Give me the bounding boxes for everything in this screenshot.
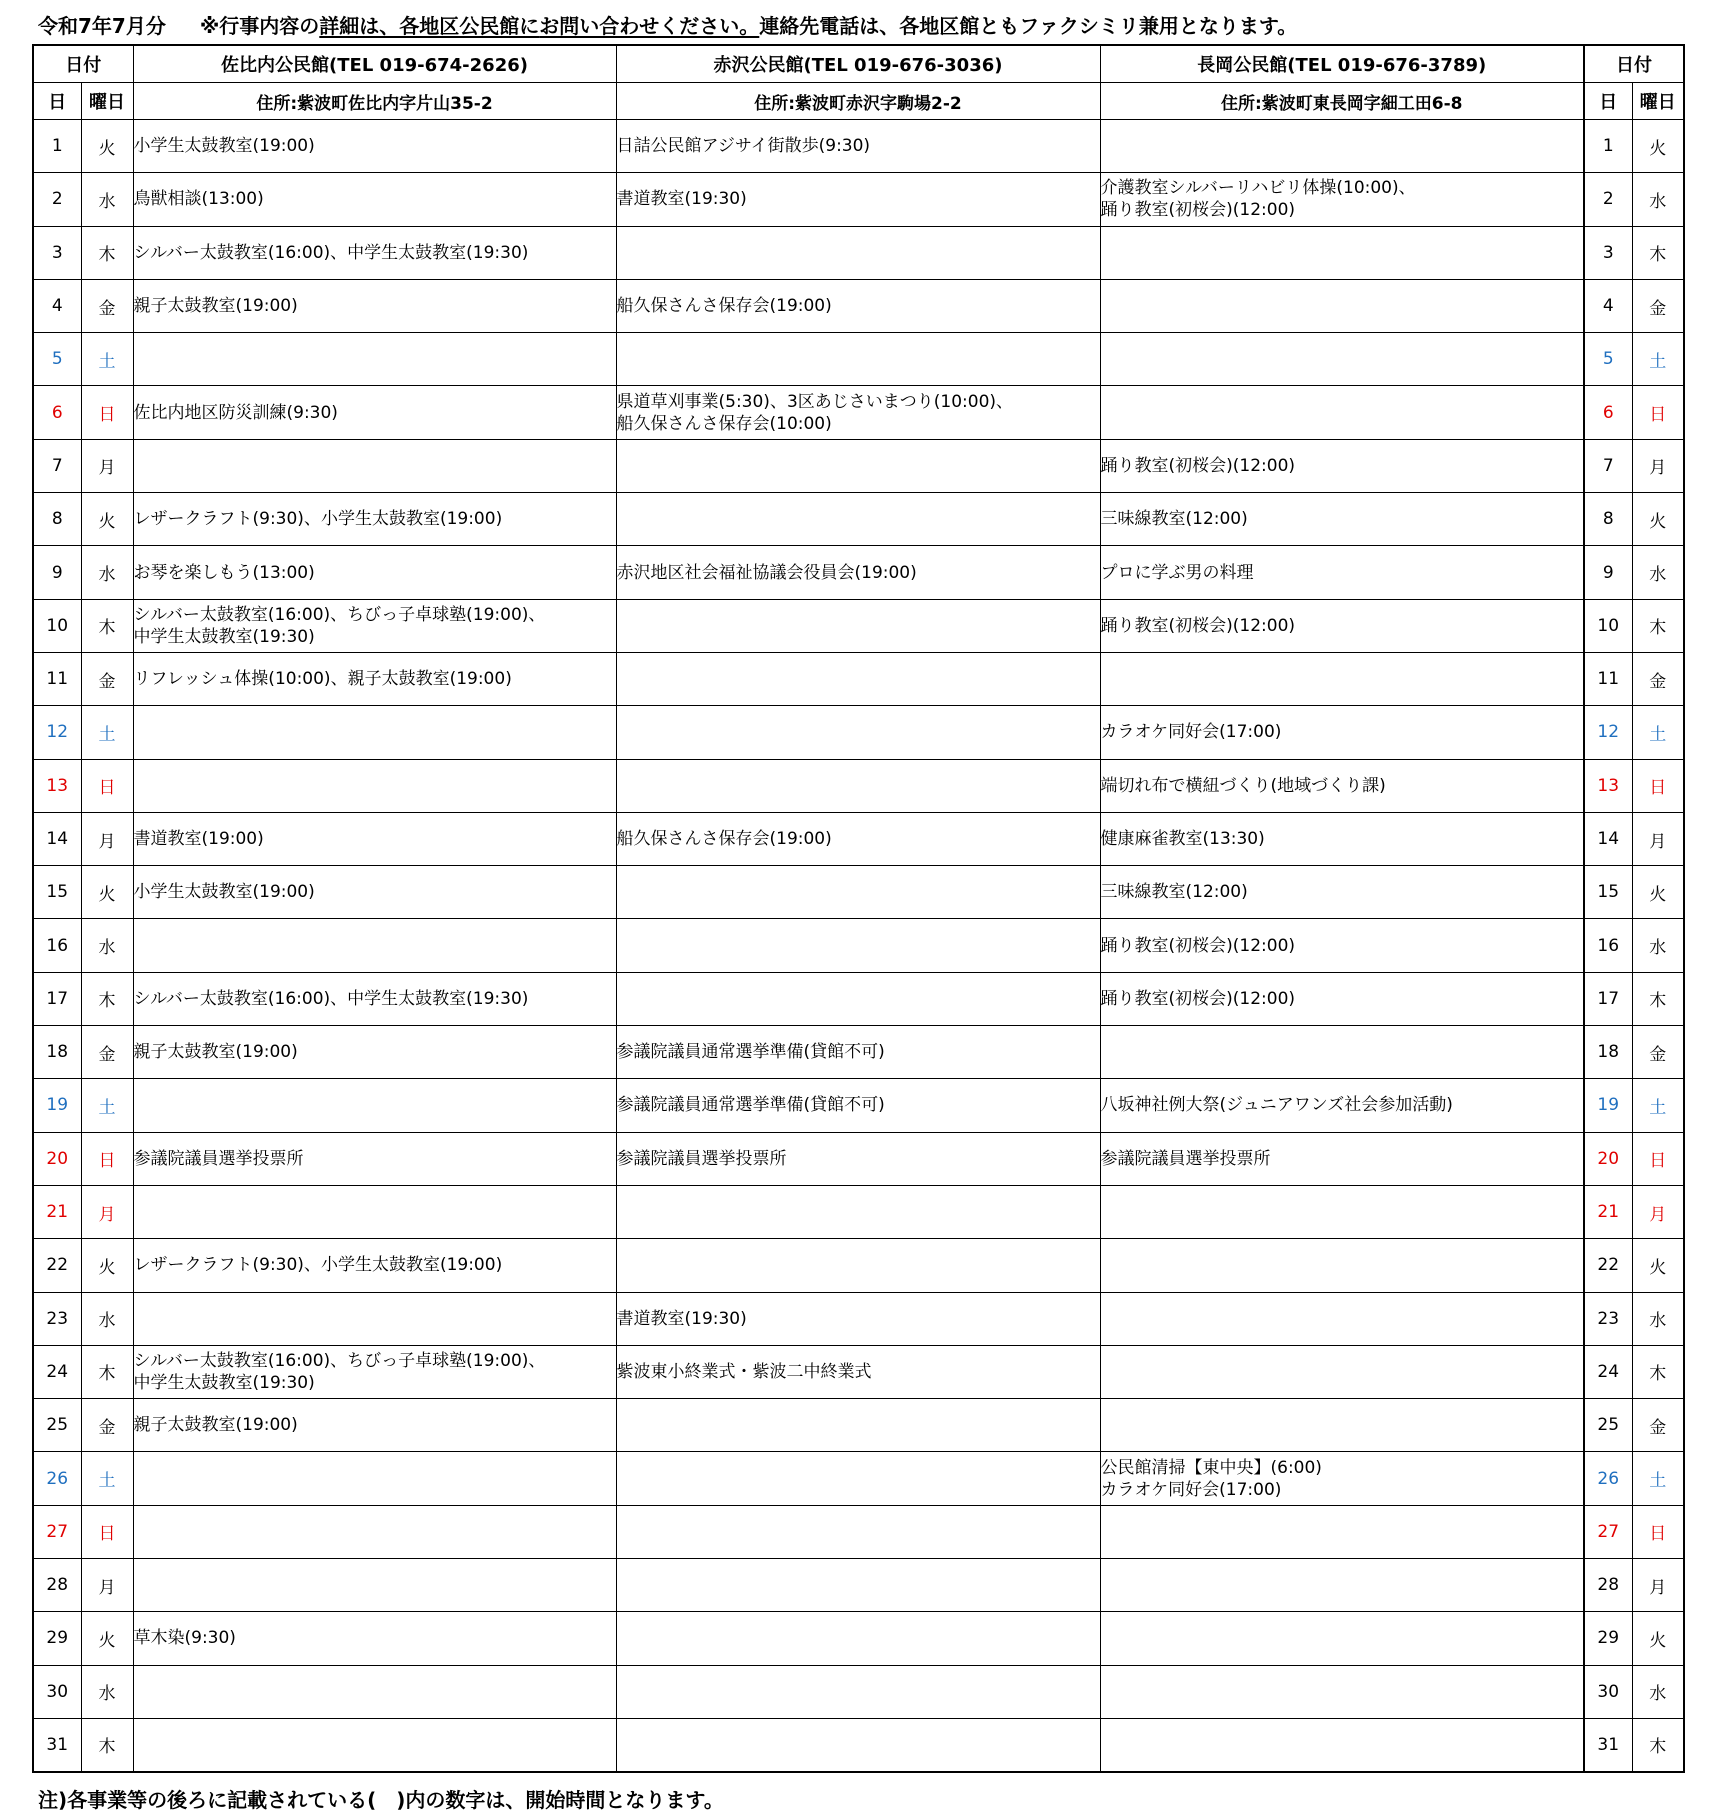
table-row bbox=[33, 279, 1684, 332]
note-underlined-2: お問い合わせください。 bbox=[539, 14, 760, 38]
sahinai-event-cell: 小学生太鼓教室(19:00) bbox=[133, 866, 616, 919]
day-header-right: 日 bbox=[1584, 83, 1632, 120]
nagaoka-event-cell: 踊り教室(初桜会)(12:00) bbox=[1100, 919, 1584, 972]
footnote: 注)各事業等の後ろに記載されている( )内の数字は、開始時間となります。 bbox=[38, 1788, 724, 1812]
day-cell-left: 6 bbox=[33, 386, 81, 439]
akazawa-event-cell: 船久保さんさ保存会(19:00) bbox=[616, 812, 1100, 865]
weekday-cell-right: 水 bbox=[1632, 546, 1684, 599]
weekday-cell-right: 木 bbox=[1632, 1718, 1684, 1771]
weekday-cell-right: 火 bbox=[1632, 1612, 1684, 1665]
weekday-cell-left: 金 bbox=[81, 652, 133, 705]
day-cell-right: 22 bbox=[1584, 1239, 1632, 1292]
nagaoka-event-cell bbox=[1100, 226, 1584, 279]
nagaoka-event-cell bbox=[1100, 1292, 1584, 1345]
sahinai-event-cell bbox=[133, 759, 616, 812]
akazawa-event-cell bbox=[616, 1239, 1100, 1292]
day-cell-left: 23 bbox=[33, 1292, 81, 1345]
nagaoka-event-cell: 介護教室シルバーリハビリ体操(10:00)、 踊り教室(初桜会)(12:00) bbox=[1100, 173, 1584, 226]
weekday-cell-right: 火 bbox=[1632, 120, 1684, 173]
weekday-cell-left: 土 bbox=[81, 1079, 133, 1132]
weekday-cell-right: 木 bbox=[1632, 1345, 1684, 1398]
table-row bbox=[33, 1079, 1684, 1132]
weekday-cell-left: 木 bbox=[81, 226, 133, 279]
akazawa-event-cell bbox=[616, 1505, 1100, 1558]
weekday-cell-right: 火 bbox=[1632, 1239, 1684, 1292]
day-cell-right: 2 bbox=[1584, 173, 1632, 226]
akazawa-event-cell bbox=[616, 652, 1100, 705]
sahinai-event-cell: 親子太鼓教室(19:00) bbox=[133, 279, 616, 332]
weekday-cell-left: 水 bbox=[81, 546, 133, 599]
sahinai-event-cell bbox=[133, 1718, 616, 1771]
day-cell-right: 11 bbox=[1584, 652, 1632, 705]
akazawa-event-cell: 参議院議員通常選挙準備(貸館不可) bbox=[616, 1079, 1100, 1132]
weekday-cell-right: 土 bbox=[1632, 333, 1684, 386]
weekday-cell-right: 金 bbox=[1632, 279, 1684, 332]
weekday-cell-left: 土 bbox=[81, 333, 133, 386]
akazawa-event-cell bbox=[616, 1452, 1100, 1505]
akazawa-event-cell: 県道草刈事業(5:30)、3区あじさいまつり(10:00)、 船久保さんさ保存会(10:00) bbox=[616, 386, 1100, 439]
nagaoka-event-cell bbox=[1100, 1559, 1584, 1612]
sahinai-event-cell bbox=[133, 333, 616, 386]
day-cell-right: 12 bbox=[1584, 706, 1632, 759]
sahinai-event-cell: お琴を楽しもう(13:00) bbox=[133, 546, 616, 599]
day-cell-right: 30 bbox=[1584, 1665, 1632, 1718]
weekday-cell-right: 土 bbox=[1632, 706, 1684, 759]
date-group-header-left: 日付 bbox=[33, 45, 133, 83]
weekday-cell-left: 火 bbox=[81, 1239, 133, 1292]
day-cell-left: 1 bbox=[33, 120, 81, 173]
hall-sahinai-address: 住所:紫波町佐比内字片山35-2 bbox=[133, 83, 616, 120]
day-cell-left: 30 bbox=[33, 1665, 81, 1718]
weekday-cell-right: 日 bbox=[1632, 1132, 1684, 1185]
weekday-cell-left: 土 bbox=[81, 706, 133, 759]
weekday-cell-right: 日 bbox=[1632, 1505, 1684, 1558]
month-label: 令和7年7月分 bbox=[38, 14, 166, 38]
day-cell-left: 29 bbox=[33, 1612, 81, 1665]
day-cell-left: 31 bbox=[33, 1718, 81, 1771]
nagaoka-event-cell: 参議院議員選挙投票所 bbox=[1100, 1132, 1584, 1185]
table-row bbox=[33, 599, 1684, 652]
table-row bbox=[33, 439, 1684, 492]
sahinai-event-cell bbox=[133, 919, 616, 972]
nagaoka-event-cell bbox=[1100, 1185, 1584, 1238]
day-cell-left: 2 bbox=[33, 173, 81, 226]
weekday-cell-left: 金 bbox=[81, 279, 133, 332]
table-row bbox=[33, 493, 1684, 546]
weekday-cell-right: 火 bbox=[1632, 866, 1684, 919]
day-cell-left: 22 bbox=[33, 1239, 81, 1292]
day-cell-left: 15 bbox=[33, 866, 81, 919]
akazawa-event-cell: 赤沢地区社会福祉協議会役員会(19:00) bbox=[616, 546, 1100, 599]
day-cell-right: 3 bbox=[1584, 226, 1632, 279]
weekday-cell-left: 金 bbox=[81, 1026, 133, 1079]
weekday-cell-right: 月 bbox=[1632, 812, 1684, 865]
day-cell-right: 5 bbox=[1584, 333, 1632, 386]
table-row bbox=[33, 1185, 1684, 1238]
sahinai-event-cell: 草木染(9:30) bbox=[133, 1612, 616, 1665]
nagaoka-event-cell: カラオケ同好会(17:00) bbox=[1100, 706, 1584, 759]
nagaoka-event-cell bbox=[1100, 1345, 1584, 1398]
note-part-c: 連絡先電話は、各地区館ともファクシミリ兼用となります。 bbox=[759, 14, 1298, 38]
day-cell-right: 24 bbox=[1584, 1345, 1632, 1398]
nagaoka-event-cell bbox=[1100, 1665, 1584, 1718]
table-row bbox=[33, 546, 1684, 599]
table-row bbox=[33, 706, 1684, 759]
table-row bbox=[33, 1665, 1684, 1718]
sahinai-event-cell: 鳥獣相談(13:00) bbox=[133, 173, 616, 226]
weekday-cell-left: 月 bbox=[81, 439, 133, 492]
weekday-cell-right: 火 bbox=[1632, 493, 1684, 546]
table-row bbox=[33, 120, 1684, 173]
sahinai-event-cell: 参議院議員選挙投票所 bbox=[133, 1132, 616, 1185]
akazawa-event-cell: 書道教室(19:30) bbox=[616, 173, 1100, 226]
nagaoka-event-cell bbox=[1100, 1239, 1584, 1292]
table-row bbox=[33, 1345, 1684, 1398]
hall-nagaoka-name: 長岡公民館(TEL 019-676-3789) bbox=[1100, 45, 1584, 83]
table-row bbox=[33, 1239, 1684, 1292]
akazawa-event-cell: 書道教室(19:30) bbox=[616, 1292, 1100, 1345]
day-cell-left: 11 bbox=[33, 652, 81, 705]
akazawa-event-cell bbox=[616, 759, 1100, 812]
table-row bbox=[33, 386, 1684, 439]
nagaoka-event-cell bbox=[1100, 279, 1584, 332]
akazawa-event-cell bbox=[616, 1612, 1100, 1665]
day-cell-right: 28 bbox=[1584, 1559, 1632, 1612]
day-cell-right: 7 bbox=[1584, 439, 1632, 492]
sahinai-event-cell bbox=[133, 1185, 616, 1238]
table-row bbox=[33, 1292, 1684, 1345]
weekday-cell-left: 火 bbox=[81, 866, 133, 919]
sahinai-event-cell: 佐比内地区防災訓練(9:30) bbox=[133, 386, 616, 439]
akazawa-event-cell bbox=[616, 493, 1100, 546]
akazawa-event-cell: 参議院議員選挙投票所 bbox=[616, 1132, 1100, 1185]
sahinai-event-cell bbox=[133, 1665, 616, 1718]
weekday-cell-left: 金 bbox=[81, 1399, 133, 1452]
day-cell-left: 7 bbox=[33, 439, 81, 492]
day-cell-left: 17 bbox=[33, 972, 81, 1025]
day-cell-right: 14 bbox=[1584, 812, 1632, 865]
sahinai-event-cell: 親子太鼓教室(19:00) bbox=[133, 1399, 616, 1452]
weekday-cell-right: 日 bbox=[1632, 759, 1684, 812]
nagaoka-event-cell bbox=[1100, 333, 1584, 386]
day-cell-left: 14 bbox=[33, 812, 81, 865]
weekday-cell-right: 木 bbox=[1632, 599, 1684, 652]
sahinai-event-cell: レザークラフト(9:30)、小学生太鼓教室(19:00) bbox=[133, 493, 616, 546]
day-cell-left: 24 bbox=[33, 1345, 81, 1398]
table-row bbox=[33, 173, 1684, 226]
sahinai-event-cell: シルバー太鼓教室(16:00)、中学生太鼓教室(19:30) bbox=[133, 972, 616, 1025]
table-row bbox=[33, 919, 1684, 972]
nagaoka-event-cell bbox=[1100, 1612, 1584, 1665]
hall-nagaoka-address: 住所:紫波町東長岡字細工田6-8 bbox=[1100, 83, 1584, 120]
akazawa-event-cell bbox=[616, 1718, 1100, 1771]
sahinai-event-cell: 書道教室(19:00) bbox=[133, 812, 616, 865]
nagaoka-event-cell bbox=[1100, 120, 1584, 173]
day-cell-left: 25 bbox=[33, 1399, 81, 1452]
day-cell-left: 21 bbox=[33, 1185, 81, 1238]
day-cell-left: 4 bbox=[33, 279, 81, 332]
nagaoka-event-cell: 八坂神社例大祭(ジュニアワンズ社会参加活動) bbox=[1100, 1079, 1584, 1132]
day-cell-left: 28 bbox=[33, 1559, 81, 1612]
akazawa-event-cell bbox=[616, 919, 1100, 972]
weekday-cell-left: 木 bbox=[81, 599, 133, 652]
weekday-cell-right: 水 bbox=[1632, 1665, 1684, 1718]
day-cell-right: 19 bbox=[1584, 1079, 1632, 1132]
nagaoka-event-cell bbox=[1100, 386, 1584, 439]
weekday-cell-left: 火 bbox=[81, 120, 133, 173]
nagaoka-event-cell bbox=[1100, 1505, 1584, 1558]
akazawa-event-cell: 参議院議員通常選挙準備(貸館不可) bbox=[616, 1026, 1100, 1079]
weekday-cell-left: 木 bbox=[81, 972, 133, 1025]
akazawa-event-cell bbox=[616, 333, 1100, 386]
sahinai-event-cell: シルバー太鼓教室(16:00)、ちびっ子卓球塾(19:00)、 中学生太鼓教室(19:30) bbox=[133, 1345, 616, 1398]
day-cell-right: 31 bbox=[1584, 1718, 1632, 1771]
weekday-cell-right: 金 bbox=[1632, 1026, 1684, 1079]
day-cell-left: 19 bbox=[33, 1079, 81, 1132]
note-underlined-1: 詳細は、各地区公民館に bbox=[319, 14, 540, 38]
table-row bbox=[33, 866, 1684, 919]
sahinai-event-cell bbox=[133, 1505, 616, 1558]
nagaoka-event-cell: 踊り教室(初桜会)(12:00) bbox=[1100, 972, 1584, 1025]
weekday-header-right: 曜日 bbox=[1632, 83, 1684, 120]
weekday-cell-left: 日 bbox=[81, 759, 133, 812]
nagaoka-event-cell: 端切れ布で横紐づくり(地域づくり課) bbox=[1100, 759, 1584, 812]
day-cell-right: 25 bbox=[1584, 1399, 1632, 1452]
sahinai-event-cell: 小学生太鼓教室(19:00) bbox=[133, 120, 616, 173]
nagaoka-event-cell bbox=[1100, 652, 1584, 705]
nagaoka-event-cell: 公民館清掃【東中央】(6:00) カラオケ同好会(17:00) bbox=[1100, 1452, 1584, 1505]
day-cell-left: 16 bbox=[33, 919, 81, 972]
weekday-cell-left: 日 bbox=[81, 1132, 133, 1185]
nagaoka-event-cell: 三味線教室(12:00) bbox=[1100, 493, 1584, 546]
day-cell-left: 20 bbox=[33, 1132, 81, 1185]
sahinai-event-cell bbox=[133, 439, 616, 492]
akazawa-event-cell bbox=[616, 706, 1100, 759]
day-cell-right: 23 bbox=[1584, 1292, 1632, 1345]
akazawa-event-cell bbox=[616, 972, 1100, 1025]
weekday-cell-left: 火 bbox=[81, 493, 133, 546]
day-cell-left: 12 bbox=[33, 706, 81, 759]
table-row bbox=[33, 972, 1684, 1025]
nagaoka-event-cell: 踊り教室(初桜会)(12:00) bbox=[1100, 599, 1584, 652]
table-row bbox=[33, 333, 1684, 386]
weekday-cell-right: 水 bbox=[1632, 173, 1684, 226]
hall-akazawa-name: 赤沢公民館(TEL 019-676-3036) bbox=[616, 45, 1100, 83]
weekday-cell-right: 土 bbox=[1632, 1452, 1684, 1505]
weekday-cell-left: 土 bbox=[81, 1452, 133, 1505]
table-row bbox=[33, 1452, 1684, 1505]
day-cell-right: 17 bbox=[1584, 972, 1632, 1025]
akazawa-event-cell bbox=[616, 866, 1100, 919]
table-row bbox=[33, 1505, 1684, 1558]
akazawa-event-cell: 紫波東小終業式・紫波二中終業式 bbox=[616, 1345, 1100, 1398]
weekday-cell-right: 木 bbox=[1632, 972, 1684, 1025]
date-group-header-right: 日付 bbox=[1584, 45, 1684, 83]
sahinai-event-cell: 親子太鼓教室(19:00) bbox=[133, 1026, 616, 1079]
akazawa-event-cell bbox=[616, 226, 1100, 279]
weekday-cell-right: 金 bbox=[1632, 1399, 1684, 1452]
nagaoka-event-cell: プロに学ぶ男の料理 bbox=[1100, 546, 1584, 599]
nagaoka-event-cell: 踊り教室(初桜会)(12:00) bbox=[1100, 439, 1584, 492]
nagaoka-event-cell bbox=[1100, 1026, 1584, 1079]
table-row bbox=[33, 759, 1684, 812]
top-note bbox=[38, 10, 1297, 39]
sahinai-event-cell bbox=[133, 1452, 616, 1505]
sahinai-event-cell bbox=[133, 1559, 616, 1612]
weekday-cell-right: 木 bbox=[1632, 226, 1684, 279]
day-cell-left: 26 bbox=[33, 1452, 81, 1505]
day-cell-right: 10 bbox=[1584, 599, 1632, 652]
weekday-cell-right: 日 bbox=[1632, 386, 1684, 439]
day-cell-left: 27 bbox=[33, 1505, 81, 1558]
table-row bbox=[33, 1399, 1684, 1452]
schedule-table bbox=[32, 44, 1685, 1773]
day-cell-left: 10 bbox=[33, 599, 81, 652]
table-row bbox=[33, 1612, 1684, 1665]
day-cell-left: 8 bbox=[33, 493, 81, 546]
day-cell-right: 4 bbox=[1584, 279, 1632, 332]
weekday-cell-right: 月 bbox=[1632, 1559, 1684, 1612]
day-header-left: 日 bbox=[33, 83, 81, 120]
weekday-cell-left: 水 bbox=[81, 173, 133, 226]
weekday-cell-left: 火 bbox=[81, 1612, 133, 1665]
akazawa-event-cell bbox=[616, 1665, 1100, 1718]
note-part-a: ※行事内容の bbox=[199, 14, 320, 38]
day-cell-left: 9 bbox=[33, 546, 81, 599]
nagaoka-event-cell bbox=[1100, 1718, 1584, 1771]
nagaoka-event-cell bbox=[1100, 1399, 1584, 1452]
sahinai-event-cell: シルバー太鼓教室(16:00)、ちびっ子卓球塾(19:00)、 中学生太鼓教室(19:30) bbox=[133, 599, 616, 652]
day-cell-right: 6 bbox=[1584, 386, 1632, 439]
day-cell-right: 13 bbox=[1584, 759, 1632, 812]
table-row bbox=[33, 1559, 1684, 1612]
hall-sahinai-name: 佐比内公民館(TEL 019-674-2626) bbox=[133, 45, 616, 83]
table-row bbox=[33, 812, 1684, 865]
day-cell-right: 26 bbox=[1584, 1452, 1632, 1505]
day-cell-left: 3 bbox=[33, 226, 81, 279]
sahinai-event-cell: リフレッシュ体操(10:00)、親子太鼓教室(19:00) bbox=[133, 652, 616, 705]
akazawa-event-cell: 船久保さんさ保存会(19:00) bbox=[616, 279, 1100, 332]
akazawa-event-cell bbox=[616, 1399, 1100, 1452]
table-row bbox=[33, 226, 1684, 279]
day-cell-right: 15 bbox=[1584, 866, 1632, 919]
akazawa-event-cell bbox=[616, 1185, 1100, 1238]
weekday-cell-left: 月 bbox=[81, 1185, 133, 1238]
weekday-cell-left: 水 bbox=[81, 919, 133, 972]
day-cell-right: 29 bbox=[1584, 1612, 1632, 1665]
day-cell-right: 18 bbox=[1584, 1026, 1632, 1079]
weekday-cell-left: 月 bbox=[81, 1559, 133, 1612]
weekday-cell-left: 木 bbox=[81, 1345, 133, 1398]
sahinai-event-cell bbox=[133, 1079, 616, 1132]
hall-akazawa-address: 住所:紫波町赤沢字駒場2-2 bbox=[616, 83, 1100, 120]
day-cell-left: 5 bbox=[33, 333, 81, 386]
akazawa-event-cell bbox=[616, 439, 1100, 492]
sahinai-event-cell: レザークラフト(9:30)、小学生太鼓教室(19:00) bbox=[133, 1239, 616, 1292]
day-cell-right: 8 bbox=[1584, 493, 1632, 546]
weekday-cell-right: 月 bbox=[1632, 1185, 1684, 1238]
akazawa-event-cell: 日詰公民館アジサイ街散歩(9:30) bbox=[616, 120, 1100, 173]
weekday-cell-left: 水 bbox=[81, 1292, 133, 1345]
day-cell-right: 27 bbox=[1584, 1505, 1632, 1558]
weekday-header-left: 曜日 bbox=[81, 83, 133, 120]
day-cell-right: 20 bbox=[1584, 1132, 1632, 1185]
sahinai-event-cell bbox=[133, 706, 616, 759]
day-cell-right: 21 bbox=[1584, 1185, 1632, 1238]
sahinai-event-cell bbox=[133, 1292, 616, 1345]
weekday-cell-left: 木 bbox=[81, 1718, 133, 1771]
day-cell-left: 18 bbox=[33, 1026, 81, 1079]
akazawa-event-cell bbox=[616, 599, 1100, 652]
day-cell-right: 16 bbox=[1584, 919, 1632, 972]
table-row bbox=[33, 1718, 1684, 1771]
day-cell-right: 9 bbox=[1584, 546, 1632, 599]
akazawa-event-cell bbox=[616, 1559, 1100, 1612]
day-cell-left: 13 bbox=[33, 759, 81, 812]
weekday-cell-left: 日 bbox=[81, 1505, 133, 1558]
sahinai-event-cell: シルバー太鼓教室(16:00)、中学生太鼓教室(19:30) bbox=[133, 226, 616, 279]
nagaoka-event-cell: 三味線教室(12:00) bbox=[1100, 866, 1584, 919]
weekday-cell-left: 日 bbox=[81, 386, 133, 439]
weekday-cell-right: 月 bbox=[1632, 439, 1684, 492]
nagaoka-event-cell: 健康麻雀教室(13:30) bbox=[1100, 812, 1584, 865]
weekday-cell-right: 水 bbox=[1632, 919, 1684, 972]
table-row bbox=[33, 1132, 1684, 1185]
table-row bbox=[33, 1026, 1684, 1079]
schedule-body bbox=[33, 120, 1684, 1772]
day-cell-right: 1 bbox=[1584, 120, 1632, 173]
weekday-cell-left: 月 bbox=[81, 812, 133, 865]
weekday-cell-right: 水 bbox=[1632, 1292, 1684, 1345]
weekday-cell-left: 水 bbox=[81, 1665, 133, 1718]
weekday-cell-right: 金 bbox=[1632, 652, 1684, 705]
weekday-cell-right: 土 bbox=[1632, 1079, 1684, 1132]
table-row bbox=[33, 652, 1684, 705]
